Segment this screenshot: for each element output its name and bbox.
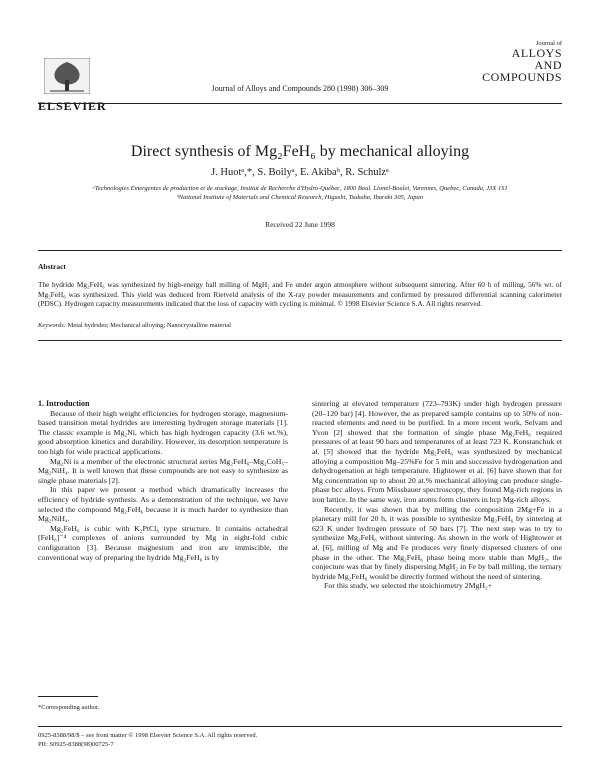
abstract-text: The hydride Mg₂FeH₆ was synthesized by high-energy ball milling of MgH₂ and Fe under argon atmosphere without subsequent sintering. After 60 h of milling, 56% wt. of Mg₂FeH₆ was synthesized. This yield was deduced from Rietveld analysis of the X-ray powder measurements and confirmed by pressured differential scanning calorimeter (PDSC). Hydrogen capacity measurements indicated that the loss of capacity with cycling is minimal. © 1998 Elsevier Science S.A. All rights reserved. xyxy=(38,280,562,309)
keywords xyxy=(38,322,231,329)
author-list: J. Huotᵃ,*, S. Boilyᵃ, E. Akibaᵇ, R. Schulzᵃ xyxy=(211,167,389,178)
journal-logo xyxy=(452,40,562,86)
footer-copyright: 0925-8388/98/$ – see front matter © 1998 Elsevier Science S.A. All rights reserved. xyxy=(38,732,258,739)
footer-rule xyxy=(38,726,562,727)
corresponding-author-footnote: *Corresponding author. xyxy=(38,704,100,711)
journal-logo-prefix: Journal of xyxy=(535,40,562,47)
article-title: Direct synthesis of Mg₂FeH₆ by mechanical alloying xyxy=(130,143,470,160)
paragraph: For this study, we selected the stoichiometry 2MgH₂+ xyxy=(324,581,493,591)
affiliations xyxy=(50,184,550,202)
header-rule xyxy=(38,103,562,104)
affiliation-a: ᵃTechnologies Emergentes de production et de stockage, Institut de Recherche d'Hydro-Québec, 1800 Boul. Lionel-Boulet, Varennes, Quebec, Canada, J3X 1S1 xyxy=(92,185,508,192)
footnote-rule xyxy=(38,696,98,697)
abstract-heading: Abstract xyxy=(38,262,66,271)
paragraph: Because of their high weight efficiencies for hydrogen storage, magnesium-based transition metal hydrides are interesting hydrogen storage materials [1]. The classic example is Mg₂Ni, which has high hydrogen capacity (3.6 wt.%), good absorption kinetics and durability. However, its desorption temperature is too high for wide practical applications. xyxy=(38,408,288,456)
page-footer xyxy=(38,731,257,749)
paragraph: sintering at elevated temperature (723–793K) under high hydrogen pressure (20–120 bar) [4]. However, the as prepared sample contains up to 50% of non-reacted elements and need to be purified. In a more recent work, Selvam and Yvon [2] showed that the formation of single phase Mg₂FeH₆ required pressures of at least 90 bars and temperatures of at least 723 K. Konstanchuk et al. [5] showed that the hydride Mg₂FeH₆ was synthesized by mechanical alloying a composition Mg–25%Fe for 5 min and successive hydrogenation and dehydrogenation at high temperature. Hightower et al. [6] have shown that for Mg concentration up to about 20 at.% mechanical alloying can produce single-phase bcc alloys. From Mössbauer spectroscopy, they found Mg-rich regions in iron lattice. In the same way, iron atoms form clusters in hcp Mg-rich alloys. xyxy=(312,399,562,504)
section-heading: 1. Introduction xyxy=(38,399,90,408)
publisher-name: ELSEVIER xyxy=(38,99,107,113)
abstract-top-rule xyxy=(38,250,562,251)
paragraph: Mg₂FeH₆ is cubic with K₂PtCl₆ type structure. It contains octahedral [FeH₆]⁻⁴ complexes of anions surrounded by Mg in eight-fold cubic configuration [3]. Because magnesium and iron are immiscible, the conventional way of preparing the hydride Mg₂FeH₆ is by xyxy=(38,523,288,562)
journal-logo-line1: ALLOYS xyxy=(511,46,562,60)
affiliation-b: ᵇNational Institute of Materials and Chemical Research, Higashi, Tsukuba, Ibaraki 305, Japan xyxy=(177,194,423,201)
keywords-label: Keywords: xyxy=(38,322,66,329)
paragraph: In this paper we present a method which dramatically increases the efficiency of hydride synthesis. As a demonstration of the technique, we have selected the compound Mg₂FeH₆ because it is much harder to synthesize than Mg₂NiH₄. xyxy=(38,485,288,524)
keywords-text: Metal hydrides; Mechanical alloying; Nanocrystalline material xyxy=(67,322,231,329)
paragraph: Recently, it was shown that by milling the composition 2Mg+Fe in a planetary mill for 20 h, it was possible to synthesize Mg₂FeH₆ by sintering at 623 K under hydrogen pressure of 50 bars [7]. The next step was to try to synthesize Mg₂FeH₆ without sintering. As shown in the work of Hightower et al. [6], milling of Mg and Fe produces very finely dispersed clusters of one phase in the other. The Mg₂FeH₆ phase being more stable than MgH₂, the conjecture was that by finely dispersing MgH₂ in Fe by ball milling, the ternary hydride Mg₂FeH₆ would be directly formed without the need of sintering. xyxy=(312,504,562,581)
paragraph: Mg₂Ni is a member of the electronic structural series Mg₂FeH₆–Mg₂CoH₅–Mg₂NiH₄. It is well known that these compounds are not easy to synthesize as single phase materials [2]. xyxy=(38,456,288,485)
abstract-bottom-rule xyxy=(38,340,562,341)
body-column-right xyxy=(312,399,562,591)
journal-logo-line2: AND COMPOUNDS xyxy=(482,58,562,84)
received-date: Received 22 June 1998 xyxy=(265,220,335,229)
body-column-left xyxy=(38,399,288,562)
footer-pii: PII: S0925-8388(98)00725-7 xyxy=(38,741,114,748)
journal-citation: Journal of Alloys and Compounds 280 (1998) 306–309 xyxy=(211,84,389,93)
